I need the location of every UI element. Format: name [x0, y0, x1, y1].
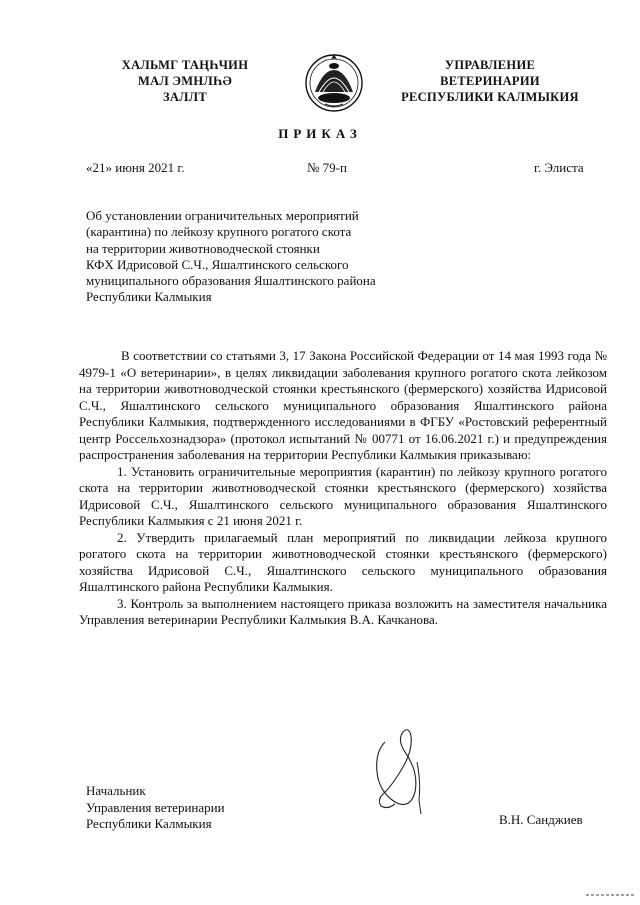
subject-line: муниципального образования Яшалтинского района — [86, 273, 376, 289]
document-subject — [86, 208, 446, 306]
header-right-line: ВЕТЕРИНАРИИ — [440, 74, 540, 88]
subject-line: КФХ Идрисовой С.Ч., Яшалтинского сельского — [86, 256, 349, 272]
kalmykia-emblem-icon — [303, 48, 365, 114]
subject-line: на территории животноводческой стоянки — [86, 240, 320, 256]
subject-line: Республики Калмыкия — [86, 289, 212, 305]
header-left-line: МАЛ ЭМНЛҺӘ — [138, 74, 232, 88]
header-right-line: РЕСПУБЛИКИ КАЛМЫКИЯ — [401, 90, 579, 104]
header-right-line: УПРАВЛЕНИЕ — [444, 58, 536, 72]
signatory-name: В.Н. Санджиев — [499, 812, 583, 827]
subject-line: (карантина) по лейкозу крупного рогатого скота — [86, 224, 352, 240]
header-left-org-name — [100, 57, 270, 105]
document-body — [79, 348, 607, 629]
signatory-position-line: Начальник — [86, 783, 146, 798]
signatory-position — [86, 783, 225, 833]
header-right-org-name — [385, 57, 595, 105]
handwritten-signature — [355, 722, 445, 822]
header-left-line: ЗАЛЛТ — [162, 90, 208, 104]
document-date: «21» июня 2021 г. — [86, 160, 185, 175]
body-paragraph-item-2: 2. Утвердить прилагаемый план мероприятий по ликвидации лейкоза крупного рогатого скота на территории животноводческой стоянки крестьянского (фермерского) хозяйства Идрисовой С.Ч., Яшалтинского сельского муниципального образования Яшалтинского района Республики Калмыкия. — [79, 529, 607, 594]
body-paragraph-preamble: В соответствии со статьями 3, 17 Закона Российской Федерации от 14 мая 1993 года № 4979-1 «О ветеринарии», в целях ликвидации заболевания крупного рогатого скота лейкозом на территории животноводческой стоянки крестьянского (фермерского) хозяйства Идрисовой С.Ч., Яшалтинского сельского муниципального образования Яшалтинского района Республики Калмыкия, подтвержденного исследованиями в ФГБУ «Ростовский референтный центр Россельхознадзора» (протокол испытаний № 00771 от 16.06.2021 г.) и предупреждения распространения заболевания на территории Республики Калмыкия приказываю: — [79, 348, 607, 462]
body-paragraph-item-3: 3. Контроль за выполнением настоящего приказа возложить на заместителя начальника Управления ветеринарии Республики Калмыкия В.А. Качканова. — [79, 595, 607, 627]
document-city: г. Элиста — [534, 160, 584, 175]
header-left-line: ХАЛЬМГ ТАҢҺЧИН — [121, 58, 249, 72]
page-edge-mark — [586, 893, 634, 897]
signatory-position-line: Республики Калмыкия — [86, 816, 212, 831]
subject-line: Об установлении ограничительных мероприятий — [86, 208, 359, 223]
document-number: № 79-п — [307, 160, 347, 175]
body-paragraph-item-1: 1. Установить ограничительные мероприятия (карантин) по лейкозу крупного рогатого скота на территории животноводческой стоянки крестьянского (фермерского) хозяйства Идрисовой С.Ч., Яшалтинского сельского муниципального образования Яшалтинского Республики Калмыкия с 21 июня 2021 г. — [79, 463, 607, 528]
signatory-position-line: Управления ветеринарии — [86, 799, 225, 815]
document-title: ПРИКАЗ — [278, 126, 362, 141]
